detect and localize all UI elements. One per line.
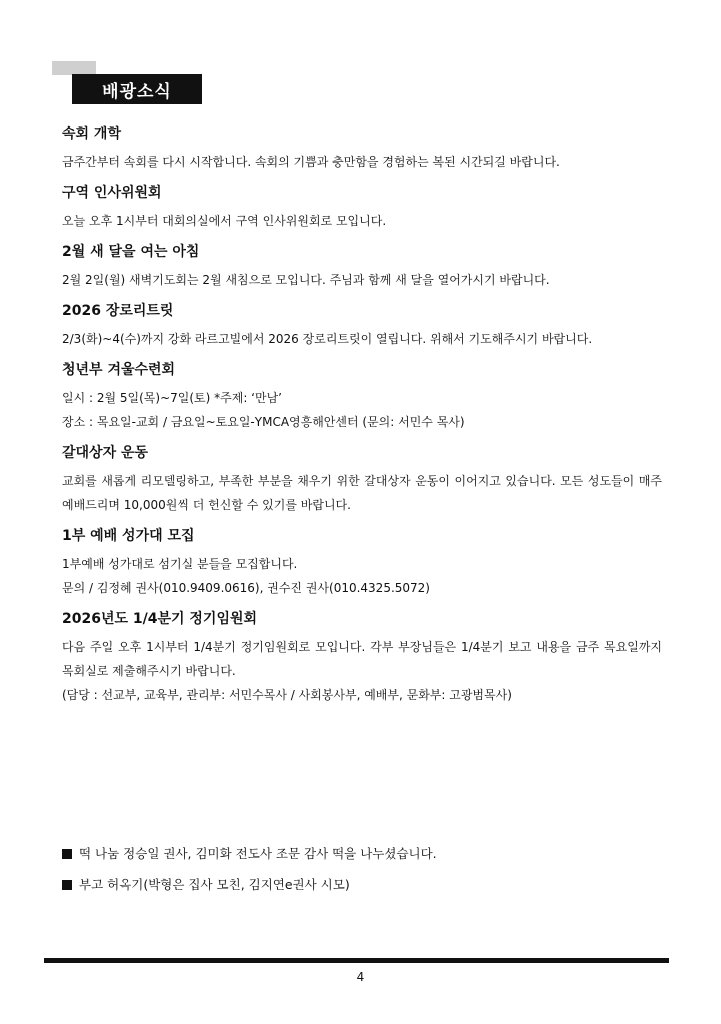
announcement-text: 교회를 새롭게 리모델링하고, 부족한 부분을 채우기 위한 갈대상자 운동이 이어지고 있습니다. 모든 성도들이 매주 예배드리며 10,000원씩 더 헌신할 수 있기를 바랍니다.	[62, 474, 662, 512]
announcement-item	[62, 124, 662, 174]
notice-item	[62, 844, 672, 864]
announcement-item	[62, 242, 662, 292]
announcement-title: 2026 장로리트릿	[62, 303, 174, 319]
announcement-title: 2월 새 달을 여는 아침	[62, 244, 200, 260]
announcement-title: 속회 개학	[62, 126, 121, 142]
announcement-title: 1부 예배 성가대 모집	[62, 528, 195, 544]
notice-item	[62, 875, 672, 895]
announcement-item	[62, 443, 662, 517]
announcement-title: 2026년도 1/4분기 정기임원회	[62, 611, 258, 627]
announcement-item	[62, 609, 662, 707]
announcement-item	[62, 183, 662, 233]
square-bullet-icon	[62, 880, 72, 890]
notice-text: 부고 허옥기(박형은 집사 모친, 김지연e권사 시모)	[79, 877, 350, 892]
announcement-text: (담당 : 선교부, 교육부, 관리부: 서민수목사 / 사회봉사부, 예배부, 문화부: 고광범목사)	[62, 688, 512, 702]
announcement-text: 문의 / 김정혜 권사(010.9409.0616), 권수진 권사(010.4325.5072)	[62, 581, 430, 595]
announcement-text: 2/3(화)~4(수)까지 강화 라르고빌에서 2026 장로리트릿이 열립니다. 위해서 기도해주시기 바랍니다.	[62, 332, 593, 346]
section-header	[72, 74, 202, 104]
announcement-item	[62, 526, 662, 600]
announcement-text: 다음 주일 오후 1시부터 1/4분기 정기임원회로 모입니다. 각부 부장님들은 1/4분기 보고 내용을 금주 목요일까지 목회실로 제출해주시기 바랍니다.	[62, 640, 662, 678]
announcement-text: 금주간부터 속회를 다시 시작합니다. 속회의 기쁨과 충만함을 경험하는 복된 시간되길 바랍니다.	[62, 155, 560, 169]
announcement-item	[62, 360, 662, 434]
page-number: 4	[356, 970, 365, 984]
announcement-list	[62, 124, 662, 716]
announcement-item	[62, 301, 662, 351]
announcement-title: 갈대상자 운동	[62, 445, 149, 461]
announcement-text: 일시 : 2월 5일(목)~7일(토) *주제: ‘만남’	[62, 391, 282, 405]
header-accent-bar	[52, 61, 96, 75]
announcement-text: 오늘 오후 1시부터 대회의실에서 구역 인사위원회로 모입니다.	[62, 214, 387, 228]
announcement-text: 2월 2일(월) 새벽기도회는 2월 새침으로 모입니다. 주님과 함께 새 달을 열어가시기 바랍니다.	[62, 273, 550, 287]
notice-text: 떡 나눔 정승일 권사, 김미화 전도사 조문 감사 떡을 나누셨습니다.	[79, 846, 437, 861]
announcement-text: 장소 : 목요일-교회 / 금요일~토요일-YMCA영흥해안센터 (문의: 서민수 목사)	[62, 415, 465, 429]
announcement-title: 청년부 겨울수련회	[62, 362, 176, 378]
announcement-title: 구역 인사위원회	[62, 185, 162, 201]
announcement-text: 1부예배 성가대로 섬기실 분들을 모집합니다.	[62, 557, 298, 571]
square-bullet-icon	[62, 849, 72, 859]
section-header-title: 배광소식	[102, 81, 172, 102]
footer-divider	[44, 958, 669, 963]
notice-list	[62, 844, 672, 906]
